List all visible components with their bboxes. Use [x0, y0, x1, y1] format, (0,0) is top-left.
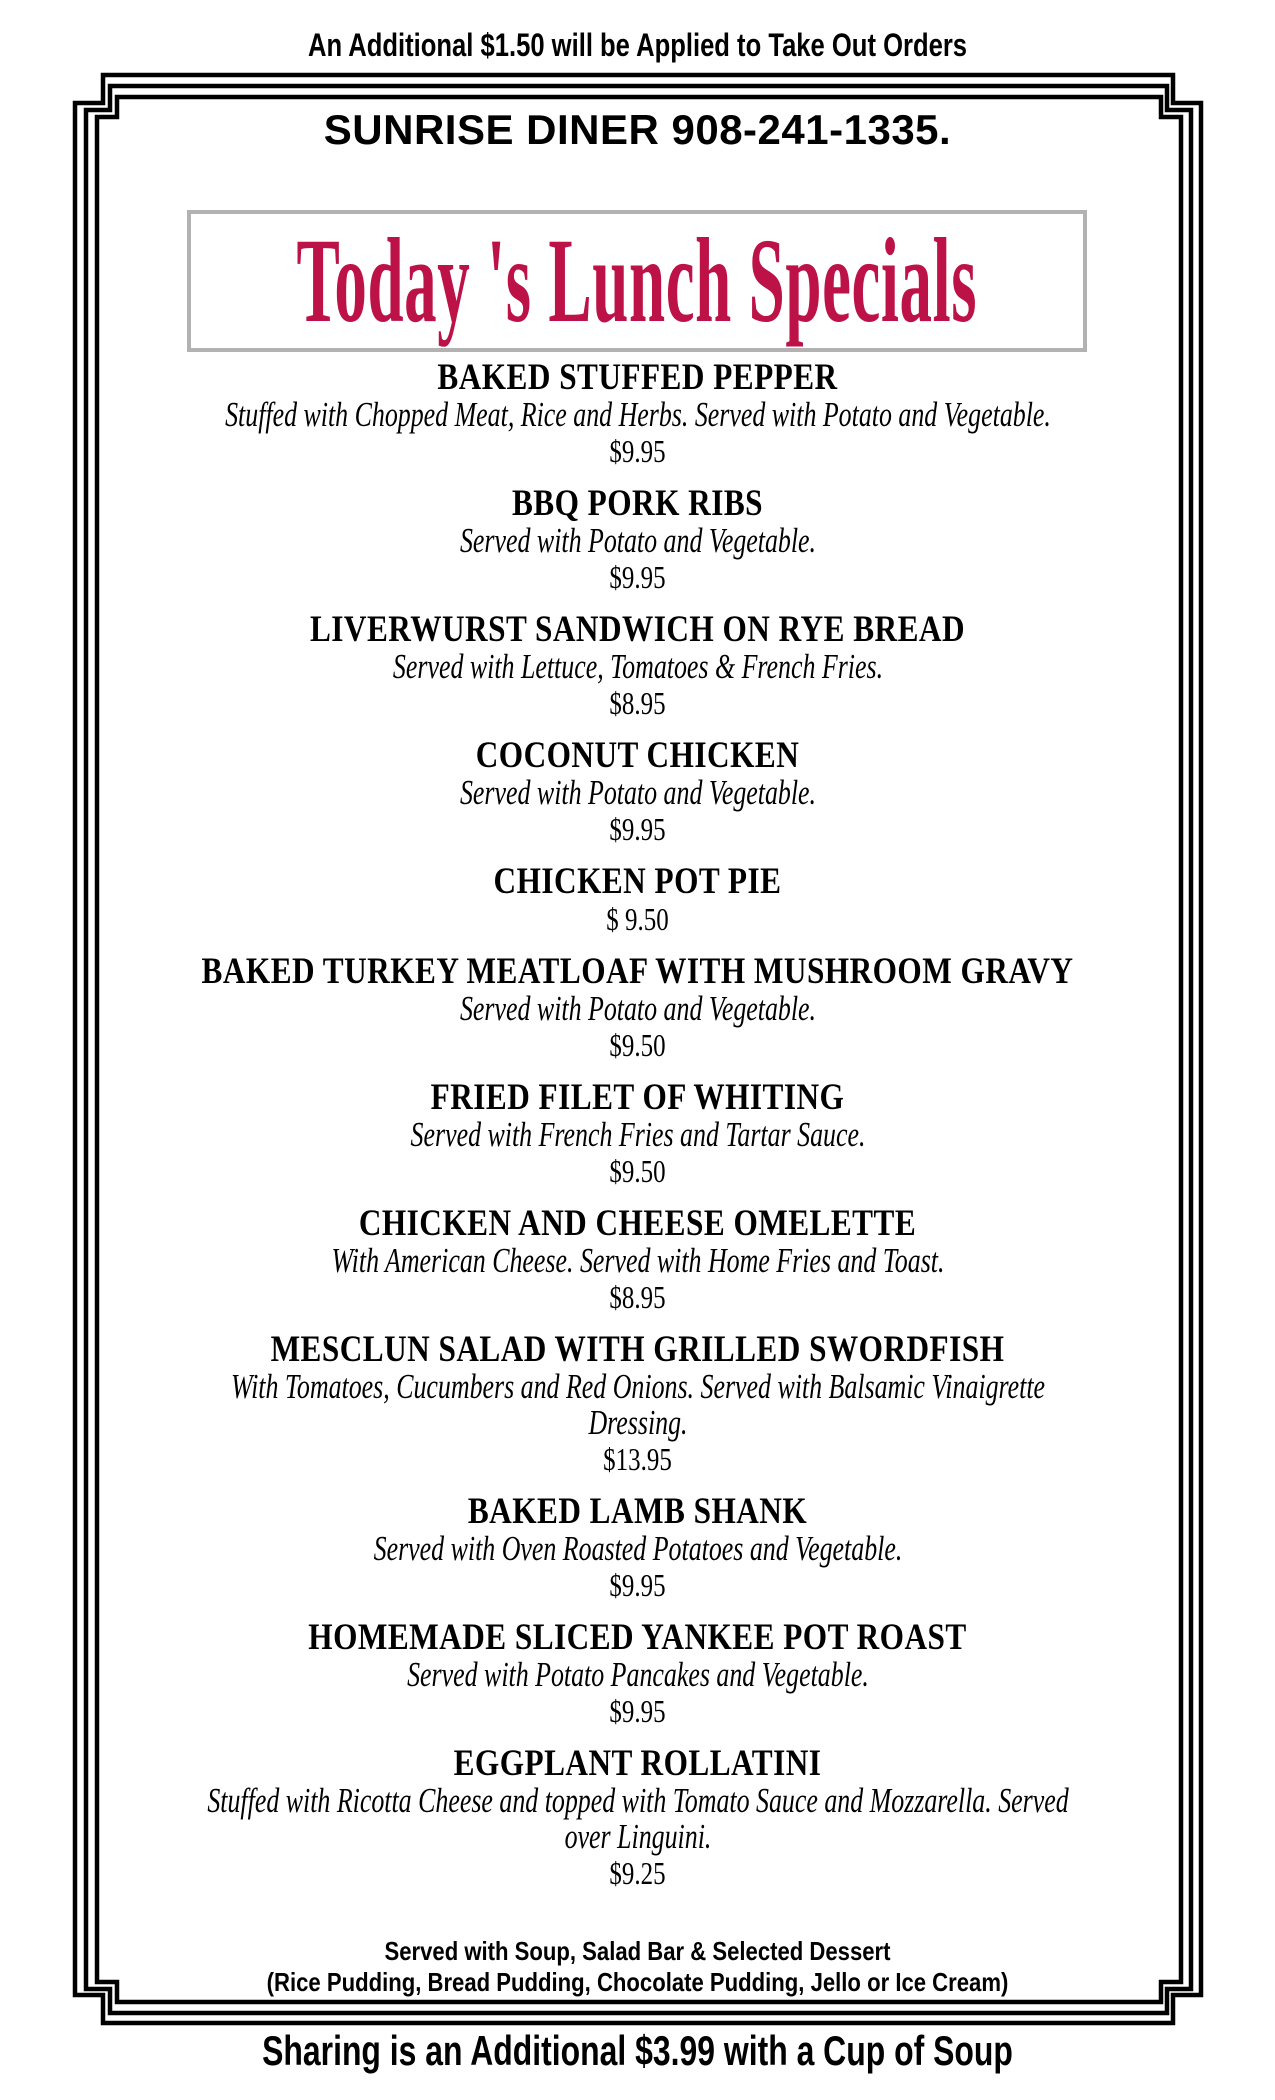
item-description: Served with Oven Roasted Potatoes and Vegetable.: [373, 1529, 902, 1568]
included-sides-note: [0, 1936, 1275, 1998]
included-sides-line: Served with Soup, Salad Bar & Selected Dessert: [384, 1936, 891, 1966]
dessert-options-line: (Rice Pudding, Bread Pudding, Chocolate Pudding, Jello or Ice Cream): [266, 1967, 1009, 1997]
item-name: COCONUT CHICKEN: [475, 735, 800, 776]
item-price: $9.95: [609, 1567, 666, 1603]
item-price: $9.95: [609, 1693, 666, 1729]
item-description: Served with Potato and Vegetable.: [459, 521, 816, 560]
item-price: $9.95: [609, 433, 666, 469]
item-price: $8.95: [609, 685, 666, 721]
item-description: Served with Lettuce, Tomatoes & French Fries.: [392, 647, 883, 686]
menu-item: [0, 1330, 1275, 1478]
menu-item: [0, 1492, 1275, 1604]
menu-item: [0, 1204, 1275, 1316]
restaurant-name-phone: SUNRISE DINER 908-241-1335.: [323, 106, 952, 153]
menu-item: [0, 1618, 1275, 1730]
takeout-notice: An Additional $1.50 will be Applied to Take Out Orders: [307, 27, 968, 63]
menu-item: [0, 610, 1275, 722]
item-name: BAKED STUFFED PEPPER: [437, 357, 838, 398]
specials-title-box: [187, 210, 1087, 352]
item-price: $8.95: [609, 1279, 666, 1315]
item-description: Served with Potato and Vegetable.: [459, 989, 816, 1028]
item-price: $ 9.50: [606, 901, 669, 937]
item-name: BAKED TURKEY MEATLOAF WITH MUSHROOM GRAVY: [201, 951, 1074, 992]
item-name: EGGPLANT ROLLATINI: [453, 1743, 822, 1784]
item-name: LIVERWURST SANDWICH ON RYE BREAD: [309, 609, 966, 650]
item-description: With American Cheese. Served with Home Fries and Toast.: [331, 1241, 944, 1280]
item-name: BBQ PORK RIBS: [511, 483, 764, 524]
menu-item: [0, 1744, 1275, 1892]
item-price: $9.50: [609, 1027, 666, 1063]
menu-item: [0, 952, 1275, 1064]
item-price: $9.50: [609, 1153, 666, 1189]
item-description: Stuffed with Ricotta Cheese and topped with Tomato Sauce and Mozzarella. Served over Linguini.: [206, 1781, 1069, 1856]
item-name: CHICKEN AND CHEESE OMELETTE: [358, 1203, 917, 1244]
specials-title: Today 's Lunch Specials: [296, 213, 978, 348]
item-description: Served with French Fries and Tartar Sauce.: [410, 1115, 865, 1154]
item-name: HOMEMADE SLICED YANKEE POT ROAST: [308, 1617, 967, 1658]
item-price: $9.95: [609, 811, 666, 847]
item-name: CHICKEN POT PIE: [493, 861, 782, 902]
item-description: Stuffed with Chopped Meat, Rice and Herbs. Served with Potato and Vegetable.: [224, 395, 1051, 434]
menu-items-list: [0, 358, 1275, 1906]
sharing-notice: Sharing is an Additional $3.99 with a Cup of Soup: [262, 2027, 1013, 2074]
item-name: FRIED FILET OF WHITING: [430, 1077, 845, 1118]
item-description: Served with Potato Pancakes and Vegetable.: [406, 1655, 869, 1694]
menu-item: [0, 736, 1275, 848]
item-price: $13.95: [603, 1441, 672, 1477]
item-name: BAKED LAMB SHANK: [467, 1491, 808, 1532]
item-name: MESCLUN SALAD WITH GRILLED SWORDFISH: [270, 1329, 1005, 1370]
menu-item: [0, 358, 1275, 470]
item-description: Served with Potato and Vegetable.: [459, 773, 816, 812]
menu-item: [0, 484, 1275, 596]
item-price: $9.95: [609, 559, 666, 595]
menu-item: [0, 862, 1275, 938]
item-description: With Tomatoes, Cucumbers and Red Onions. Served with Balsamic Vinaigrette Dressing.: [230, 1367, 1045, 1442]
menu-item: [0, 1078, 1275, 1190]
item-price: $9.25: [609, 1855, 666, 1891]
